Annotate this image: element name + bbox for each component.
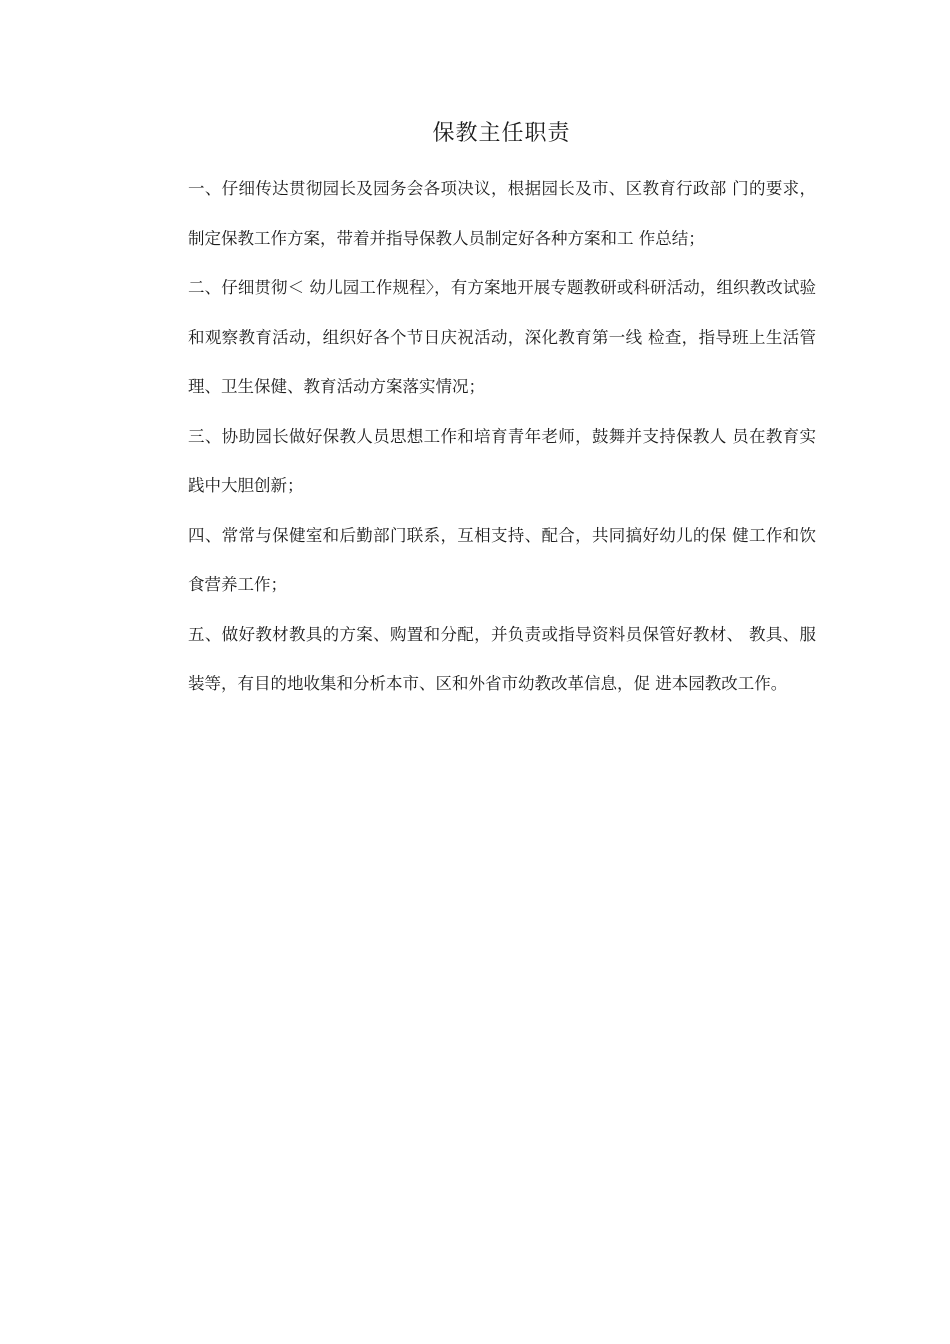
document-title: 保教主任职责: [432, 121, 571, 146]
paragraph-3: 三、协助园长做好保教人员思想工作和培育青年老师，鼓舞并支持保教人 员在教育实践中大胆创新；: [188, 426, 816, 495]
paragraph-4: 四、常常与保健室和后勤部门联系，互相支持、配合，共同搞好幼儿的保 健工作和饮食营养工作；: [188, 525, 816, 594]
paragraph-5: 五、做好教材教具的方案、购置和分配，并负责或指导资料员保管好教材、 教具、服装等，有目的地收集和分析本市、区和外省市幼教改革信息，促 进本园教改工作。: [188, 624, 816, 693]
paragraph-1: 一、仔细传达贯彻园长及园务会各项决议，根据园长及市、区教育行政部 门的要求，制定保教工作方案，带着并指导保教人员制定好各种方案和工 作总结；: [188, 179, 816, 248]
document-body: [188, 164, 816, 709]
paragraph-2: 二、仔细贯彻＜ 幼儿园工作规程〉，有方案地开展专题教研或科研活动，组织教改试验和观察教育活动，组织好各个节日庆祝活动，深化教育第一线 检查，指导班上生活管理、卫生保健、教育活动方案落实情况；: [188, 278, 816, 396]
